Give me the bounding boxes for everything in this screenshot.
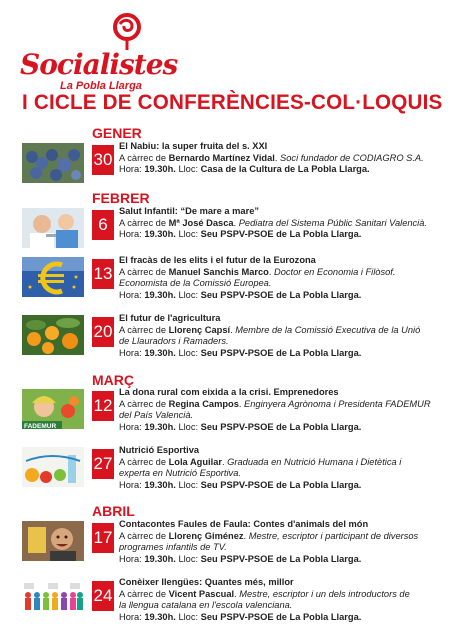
event-item: 20 El futur de l'agricultura A càrrec de Llorenç Capsí. Membre de la Comissió Executiva de la Unió de Llauradors i Ramaders. Hora: 19.30h. Lloc: Seu PSPV-PSOE de La Pobla Llarga. [22, 313, 442, 361]
event-hour: 19.30h. [144, 289, 176, 300]
event-speaker: Mª José Dasca [168, 217, 234, 228]
event-day: 6 [92, 210, 114, 240]
event-place: Casa de la Cultura de La Pobla Llarga. [200, 164, 370, 175]
rose-icon [108, 12, 146, 52]
languages-image [22, 579, 84, 619]
event-title: El fracàs de les elits i el futur de la Eurozona [119, 255, 316, 265]
month-heading-abril: ABRIL [92, 503, 135, 519]
event-day: 24 [92, 581, 114, 611]
event-role: Soci fundador de CODIAGRO S.A. [277, 152, 424, 163]
page-title: I CICLE DE CONFERÈNCIES-COL·LOQUIS [22, 90, 443, 114]
event-hour: 19.30h. [144, 421, 176, 432]
event-place: Seu PSPV-PSOE de La Pobla Llarga. [200, 229, 362, 240]
event-role: Mestre, escriptor i participant de diversos [246, 530, 419, 541]
event-place: Seu PSPV-PSOE de La Pobla Llarga. [200, 479, 362, 490]
event-item: 13 El fracàs de les elits i el futur de la Eurozona A càrrec de Manuel Sanchis Marco. Doctor en Economia i Filòsof. Economista de la Comissió Europea. Hora: 19.30h. Lloc: Seu PSPV-PSOE de La Pobla Llarga. [22, 255, 442, 303]
event-place: Seu PSPV-PSOE de La Pobla Llarga. [200, 421, 362, 432]
event-role: Graduada en Nutrició Humana i Dietètica i [224, 456, 402, 467]
event-role: Pediatra del Sistema Públic Sanitari Valencià. [236, 217, 427, 228]
event-role: Enginyera Agrònoma i Presidenta FADEMUR [241, 398, 431, 409]
oranges-image [22, 315, 84, 355]
event-item: 24 Conèixer llengües: Quantes més, millor A càrrec de Vicent Pascual. Mestre, escriptor i un dels introductors de la llengua catalana en l'escola valenciana. Hora: 19.30h. Lloc: Seu PSPV-PSOE de La Pobla Llarga. [22, 577, 442, 625]
event-speaker: Manuel Sanchis Marco [168, 266, 269, 277]
month-heading-marc: MARÇ [92, 372, 134, 388]
event-day: 30 [92, 145, 114, 175]
event-item: 6 Salut Infantil: “De mare a mare” A càrrec de Mª José Dasca. Pediatra del Sistema Públic Sanitari Valencià. Hora: 19.30h. Lloc: Seu PSPV-PSOE de La Pobla Llarga. [22, 206, 442, 254]
event-item: 30 El Nabiu: la super fruita del s. XXI A càrrec de Bernardo Martínez Vidal. Soci fundador de CODIAGRO S.A. Hora: 19.30h. Lloc: Casa de la Cultura de La Pobla Llarga. [22, 141, 442, 189]
event-hour: 19.30h. [144, 229, 176, 240]
event-speaker: Vicent Pascual [168, 588, 235, 599]
event-role-continued: la llengua catalana en l'escola valenciana. [119, 600, 293, 611]
event-place: Seu PSPV-PSOE de La Pobla Llarga. [200, 611, 362, 622]
event-title: El futur de l'agricultura [119, 313, 221, 323]
event-role-continued: de Llauradors i Ramaders. [119, 336, 229, 347]
event-day: 12 [92, 391, 114, 421]
event-role: Doctor en Economia i Filòsof. [271, 266, 396, 277]
event-speaker: Llorenç Giménez [168, 530, 244, 541]
event-role: Membre de la Comissió Executiva de la Unió [232, 324, 421, 335]
event-hour: 19.30h. [144, 479, 176, 490]
event-role-continued: del País Valencià. [119, 410, 194, 421]
logo-brand: Socialistes [20, 48, 178, 81]
fademur-label: FADEMUR [24, 423, 57, 429]
event-day: 13 [92, 259, 114, 289]
event-day: 17 [92, 523, 114, 553]
event-title: El Nabiu: la super fruita del s. XXI [119, 141, 268, 151]
event-speaker: Bernardo Martínez Vidal [168, 152, 275, 163]
event-role-continued: programes infantils de TV. [119, 542, 227, 553]
event-title: Salut Infantil: “De mare a mare” [119, 206, 260, 216]
event-role-continued: experta en Nutrició Esportiva. [119, 468, 241, 479]
event-day: 27 [92, 449, 114, 479]
event-role-continued: Economista de la Comissió Europea. [119, 278, 272, 289]
event-place: Seu PSPV-PSOE de La Pobla Llarga. [200, 289, 362, 300]
month-heading-febrer: FEBRER [92, 190, 150, 206]
blueberries-image [22, 143, 84, 183]
euro-sign-image [22, 257, 84, 297]
event-hour: 19.30h. [144, 611, 176, 622]
event-title: La dona rural com eixida a la crisi. Emprenedores [119, 387, 339, 397]
rural-woman-image [22, 389, 84, 429]
event-title: Conèixer llengües: Quantes més, millor [119, 577, 294, 587]
event-hour: 19.30h. [144, 347, 176, 358]
event-title: Contacontes Faules de Faula: Contes d'animals del món [119, 519, 369, 529]
event-place: Seu PSPV-PSOE de La Pobla Llarga. [200, 553, 362, 564]
event-role: Mestre, escriptor i un dels introductors de [236, 588, 410, 599]
nutrition-image [22, 447, 84, 487]
pediatrics-image [22, 208, 84, 248]
event-title: Nutrició Esportiva [119, 445, 200, 455]
event-item: 17 Contacontes Faules de Faula: Contes d'animals del món A càrrec de Llorenç Giménez. Mestre, escriptor i participant de diversos programes infantils de TV. Hora: 19.30h. Lloc: Seu PSPV-PSOE de La Pobla Llarga. [22, 519, 442, 567]
event-hour: 19.30h. [144, 553, 176, 564]
event-speaker: Lola Aguilar [168, 456, 222, 467]
storyteller-image [22, 521, 84, 561]
socialistes-logo [20, 12, 178, 92]
event-speaker: Llorenç Capsí [168, 324, 231, 335]
event-hour: 19.30h. [144, 164, 176, 175]
event-item: 27 Nutrició Esportiva A càrrec de Lola Aguilar. Graduada en Nutrició Humana i Dietètica i experta en Nutrició Esportiva. Hora: 19.30h. Lloc: Seu PSPV-PSOE de La Pobla Llarga. [22, 445, 442, 493]
month-heading-gener: GENER [92, 125, 142, 141]
event-place: Seu PSPV-PSOE de La Pobla Llarga. [200, 347, 362, 358]
event-item: FADEMUR 12 La dona rural com eixida a la crisi. Emprenedores A càrrec de Regina Campos. Enginyera Agrònoma i Presidenta FADEMUR del País Valencià. Hora: 19.30h. Lloc: Seu PSPV-PSOE de La Pobla Llarga. [22, 387, 442, 435]
logo-town: La Pobla Llarga [60, 80, 142, 92]
event-speaker: Regina Campos [168, 398, 239, 409]
event-day: 20 [92, 317, 114, 347]
